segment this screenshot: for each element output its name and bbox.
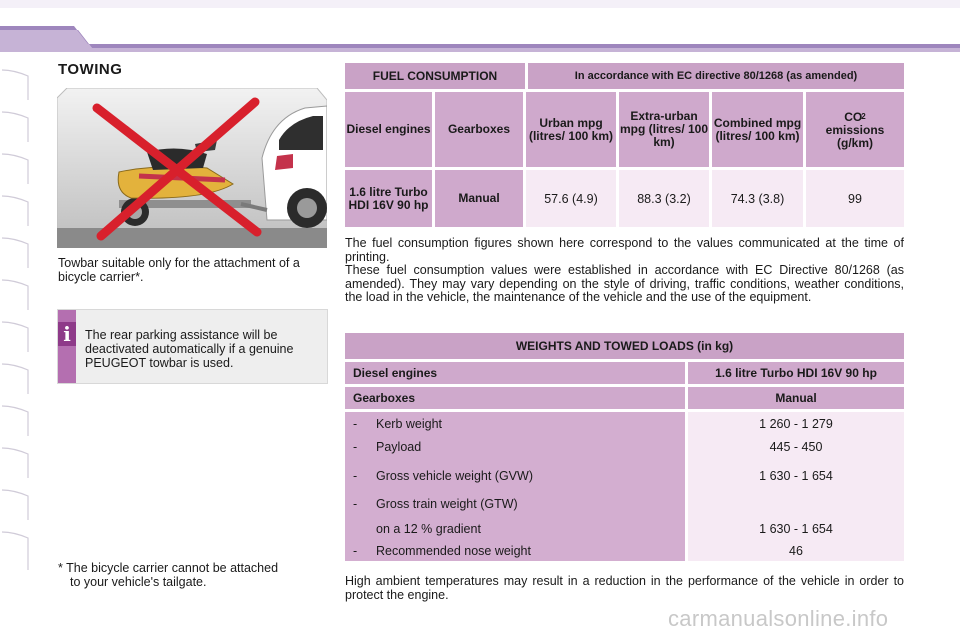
page-title: TOWING xyxy=(58,61,123,78)
kerb-weight-label: - Kerb weight xyxy=(353,417,443,431)
col-combined: Combined mpg (litres/ 100 km) xyxy=(712,92,803,167)
fuel-table-row xyxy=(345,170,904,227)
weights-labels xyxy=(345,412,685,561)
gvw-label: - Gross vehicle weight (GVW) xyxy=(353,469,533,483)
info-text: The rear parking assistance will be deactivated automatically if a genuine PEUGEOT towbar is used. xyxy=(85,328,294,370)
col-urban: Urban mpg (litres/ 100 km) xyxy=(526,92,616,167)
gradient-label: on a 12 % gradient xyxy=(376,522,481,536)
weights-engines-row xyxy=(345,362,904,384)
footnote xyxy=(58,561,330,589)
weights-gearbox-row xyxy=(345,387,904,409)
col-extra-urban: Extra-urban mpg (litres/ 100 km) xyxy=(619,92,709,167)
weights-table-title: WEIGHTS AND TOWED LOADS (in kg) xyxy=(345,333,904,359)
gradient-value: 1 630 - 1 654 xyxy=(759,522,833,536)
payload-value: 445 - 450 xyxy=(769,440,823,454)
kerb-weight-value: 1 260 - 1 279 xyxy=(759,417,833,431)
fuel-table-header xyxy=(345,63,904,89)
col-diesel-engines: Diesel engines xyxy=(345,92,432,167)
fuel-table-columns xyxy=(345,92,904,167)
cell-engine: 1.6 litre Turbo HDI 16V 90 hp xyxy=(345,170,432,227)
cell-co2: 99 xyxy=(806,170,904,227)
fuel-table-title: FUEL CONSUMPTION xyxy=(345,63,525,89)
cell-gearbox: Manual xyxy=(435,170,523,227)
chapter-tabs xyxy=(0,60,34,580)
weights-table xyxy=(345,333,904,561)
nose-weight-value: 46 xyxy=(789,544,803,558)
cell-combined: 74.3 (3.8) xyxy=(712,170,803,227)
towbar-note: Towbar suitable only for the attachment of a bicycle carrier*. xyxy=(58,256,300,284)
fuel-paragraph-1: The fuel consumption figures shown here correspond to the values communicated at the time of printing. xyxy=(345,236,904,264)
co2-suffix: emissions (g/km) xyxy=(825,122,885,150)
header-band xyxy=(0,0,960,52)
gearboxes-value: Manual xyxy=(688,387,904,409)
co2-subscript: 2 xyxy=(861,111,866,121)
fuel-consumption-table xyxy=(345,63,904,227)
col-co2-emissions xyxy=(806,92,904,167)
gtw-label: - Gross train weight (GTW) xyxy=(353,497,518,511)
temperature-note: High ambient temperatures may result in a reduction in the performance of the vehicle in order to protect the engine. xyxy=(345,574,904,602)
info-bar xyxy=(58,310,76,383)
gearboxes-label: Gearboxes xyxy=(345,387,685,409)
weights-body xyxy=(345,412,904,561)
gvw-value: 1 630 - 1 654 xyxy=(759,469,833,483)
fuel-paragraph xyxy=(345,237,904,305)
weights-values xyxy=(688,412,904,561)
watermark: carmanualsonline.info xyxy=(668,606,889,631)
towing-illustration xyxy=(57,88,327,248)
co2-prefix: CO xyxy=(844,109,863,124)
col-gearboxes: Gearboxes xyxy=(435,92,523,167)
info-box xyxy=(57,309,328,384)
fuel-table-subtitle: In accordance with EC directive 80/1268 (as amended) xyxy=(528,63,904,89)
engines-value: 1.6 litre Turbo HDI 16V 90 hp xyxy=(688,362,904,384)
fuel-paragraph-2: These fuel consumption values were established in accordance with EC Directive 80/1268 (as amended). They may vary depending on the style of driving, traffic conditions, weather conditions, the load in the vehicle, the maintenance of the vehicle and the use of the equipment. xyxy=(345,263,904,304)
nose-weight-label: - Recommended nose weight xyxy=(353,544,531,558)
payload-label: - Payload xyxy=(353,440,422,454)
info-icon: i xyxy=(58,322,76,346)
footnote-line-2: to your vehicle's tailgate. xyxy=(70,575,207,589)
engines-label: Diesel engines xyxy=(345,362,685,384)
cell-urban: 57.6 (4.9) xyxy=(526,170,616,227)
cell-extra-urban: 88.3 (3.2) xyxy=(619,170,709,227)
footnote-line-1: * The bicycle carrier cannot be attached xyxy=(58,561,279,575)
